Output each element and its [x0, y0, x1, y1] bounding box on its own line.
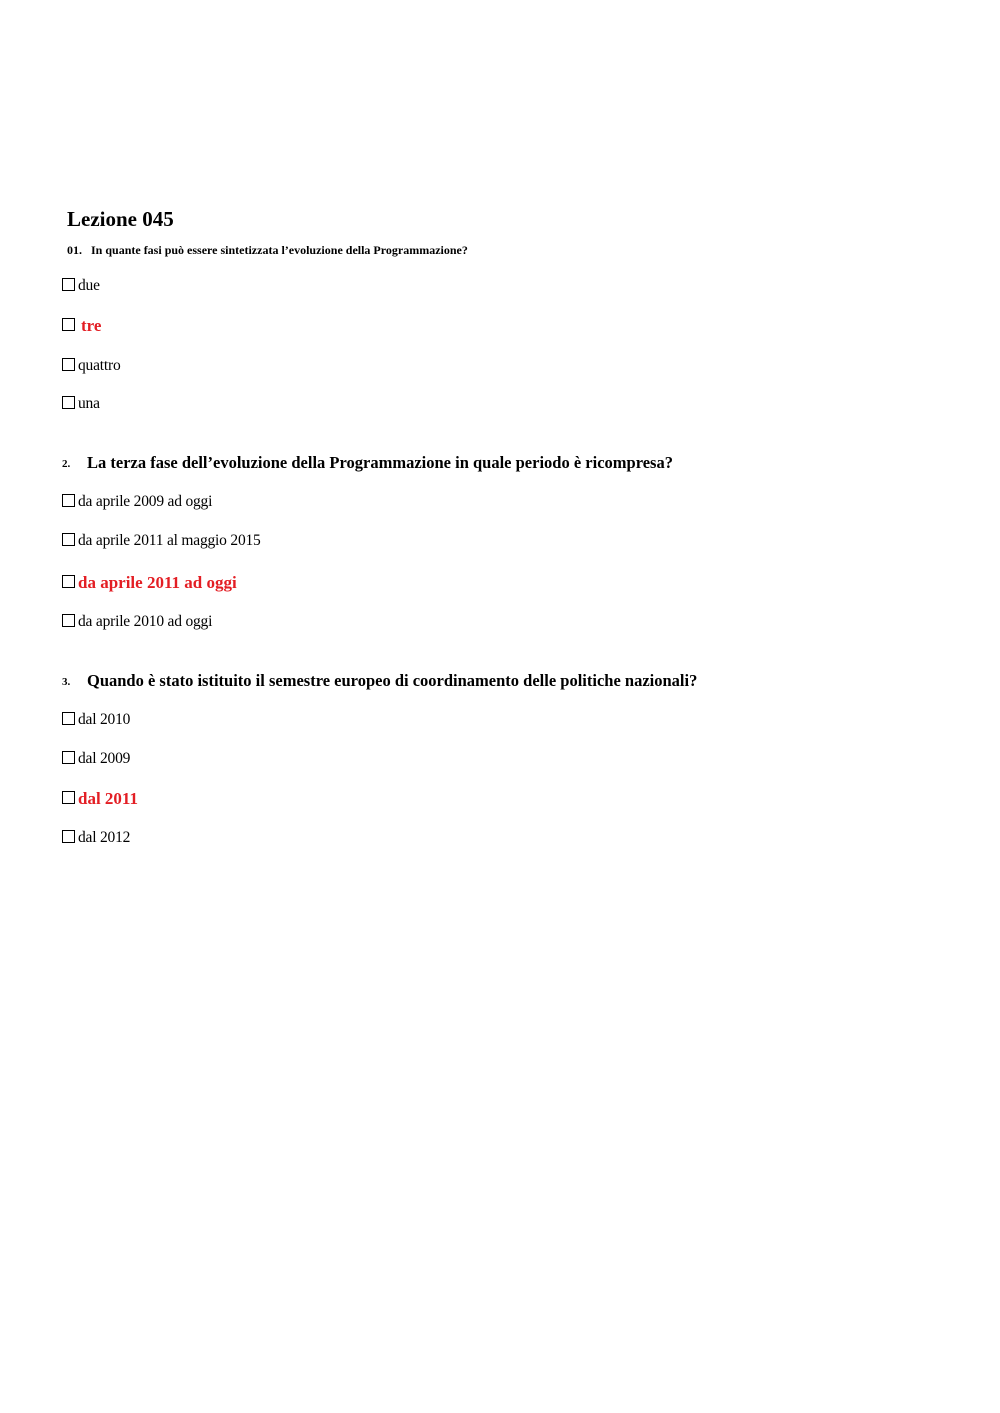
checkbox-icon[interactable]	[62, 791, 75, 804]
answer-option[interactable]	[62, 355, 121, 377]
checkbox-icon[interactable]	[62, 278, 75, 291]
answer-label: da aprile 2010 ad oggi	[78, 613, 213, 630]
answer-label: una	[78, 395, 100, 412]
question-1	[67, 242, 468, 258]
answer-label: dal 2010	[78, 711, 131, 728]
answer-label: due	[78, 277, 100, 294]
checkbox-icon[interactable]	[62, 358, 75, 371]
answer-option-correct[interactable]	[62, 572, 237, 594]
checkbox-icon[interactable]	[62, 575, 75, 588]
answer-option[interactable]	[62, 709, 130, 731]
checkbox-icon[interactable]	[62, 751, 75, 764]
checkbox-icon[interactable]	[62, 614, 75, 627]
checkbox-icon[interactable]	[62, 318, 75, 331]
answer-option-correct[interactable]	[62, 315, 101, 337]
answer-option[interactable]	[62, 611, 212, 633]
answer-option[interactable]	[62, 530, 261, 552]
answer-label: da aprile 2011 ad oggi	[78, 573, 237, 592]
question-3	[62, 670, 697, 693]
question-number: 3.	[62, 676, 71, 688]
answer-label: quattro	[78, 357, 121, 374]
answer-option[interactable]	[62, 275, 100, 297]
answer-option[interactable]	[62, 827, 130, 849]
answer-label: dal 2009	[78, 750, 131, 767]
answer-label: tre	[81, 316, 102, 335]
question-text: La terza fase dell’evoluzione della Programmazione in quale periodo è ricompresa?	[87, 453, 673, 472]
question-number: 2.	[62, 458, 71, 470]
answer-label: da aprile 2011 al maggio 2015	[78, 532, 261, 549]
question-number: 01.	[67, 243, 82, 257]
answer-option-correct[interactable]	[62, 788, 138, 810]
checkbox-icon[interactable]	[62, 533, 75, 546]
answer-label: dal 2012	[78, 829, 131, 846]
checkbox-icon[interactable]	[62, 830, 75, 843]
checkbox-icon[interactable]	[62, 494, 75, 507]
answer-label: da aprile 2009 ad oggi	[78, 493, 213, 510]
answer-option[interactable]	[62, 748, 130, 770]
lesson-title: Lezione 045	[67, 207, 174, 231]
question-2	[62, 452, 673, 475]
answer-label: dal 2011	[78, 789, 138, 808]
question-text: Quando è stato istituito il semestre europeo di coordinamento delle politiche nazionali?	[87, 671, 698, 690]
answer-option[interactable]	[62, 393, 100, 415]
checkbox-icon[interactable]	[62, 712, 75, 725]
question-text: In quante fasi può essere sintetizzata l’evoluzione della Programmazione?	[91, 243, 468, 257]
answer-option[interactable]	[62, 491, 212, 513]
checkbox-icon[interactable]	[62, 396, 75, 409]
